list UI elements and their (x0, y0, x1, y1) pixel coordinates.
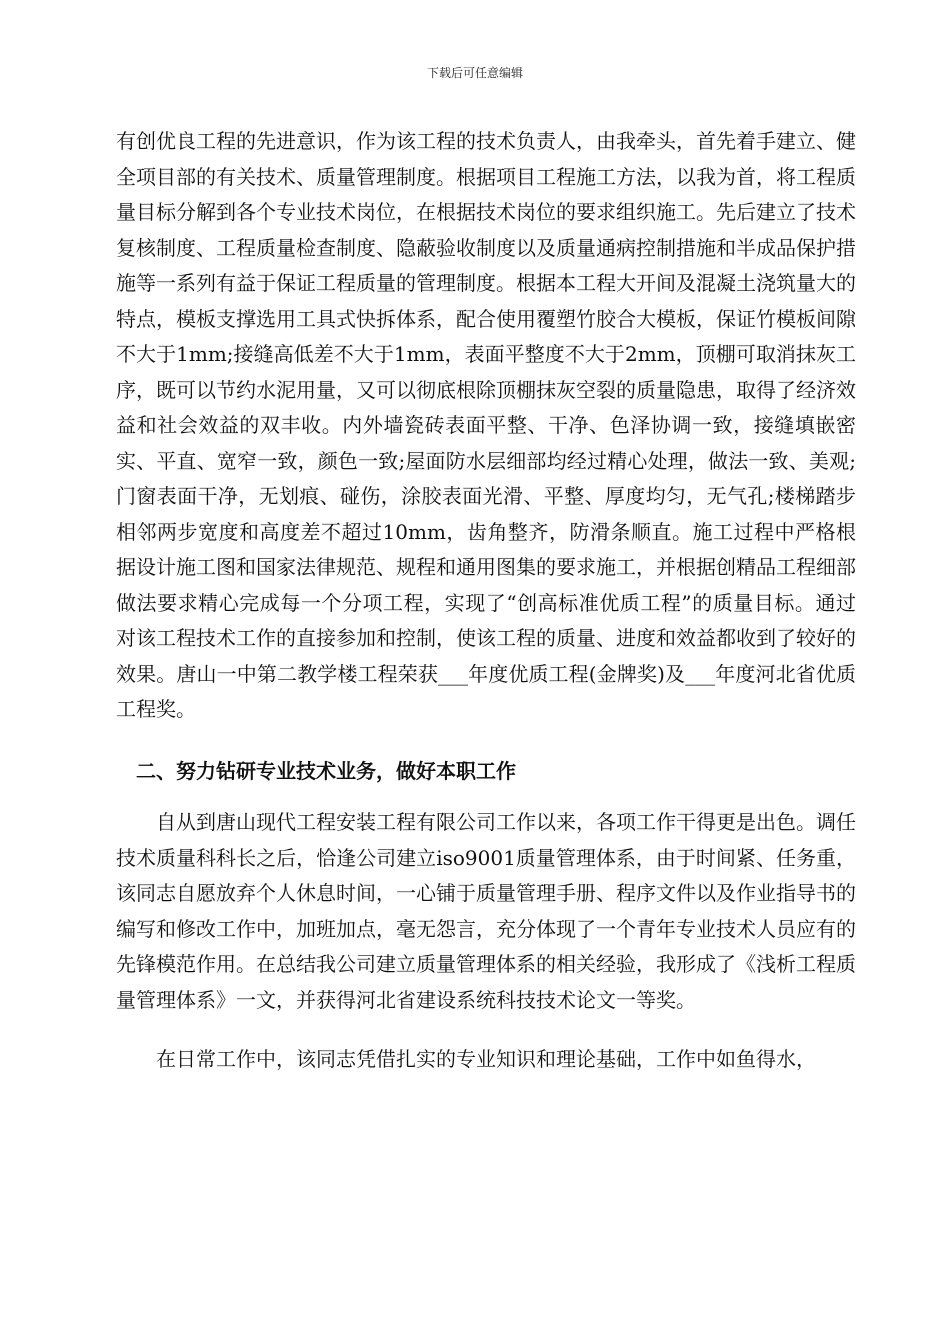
paragraph-quality-work: 有创优良工程的先进意识，作为该工程的技术负责人，由我牵头，首先着手建立、健全项目部的有关技术、质量管理制度。根据项目工程施工方法，以我为首，将工程质量目标分解到各个专业技术岗位，在根据技术岗位的要求组织施工。先后建立了技术复核制度、工程质量检查制度、隐蔽验收制度以及质量通病控制措施和半成品保护措施等一系列有益于保证工程质量的管理制度。根据本工程大开间及混凝土浇筑量大的特点，模板支撑选用工具式快拆体系，配合使用覆塑竹胶合大模板，保证竹模板间隙不大于1mm;接缝高低差不大于1mm，表面平整度不大于2mm，顶棚可取消抹灰工序，既可以节约水泥用量，又可以彻底根除顶棚抹灰空裂的质量隐患，取得了经济效益和社会效益的双丰收。内外墙瓷砖表面平整、干净、色泽协调一致，接缝填嵌密实、平直、宽窄一致，颜色一致;屋面防水层细部均经过精心处理，做法一致、美观;门窗表面干净，无划痕、碰伤，涂胶表面光滑、平整、厚度均匀，无气孔;楼梯踏步相邻两步宽度和高度差不超过10mm，齿角整齐，防滑条顺直。施工过程中严格根据设计施工图和国家法律规范、规程和通用图集的要求施工，并根据创精品工程细部做法要求精心完成每一个分项工程，实现了“创高标准优质工程”的质量目标。通过对该工程技术工作的直接参加和控制，使该工程的质量、进度和效益都收到了较好的效果。唐山一中第二教学楼工程荣获___年度优质工程(金牌奖)及___年度河北省优质工程奖。 (116, 129, 856, 721)
document-body (116, 124, 856, 1078)
paragraph-gap (116, 1018, 856, 1042)
paragraph-company-work: 自从到唐山现代工程安装工程有限公司工作以来，各项工作干得更是出色。调任技术质量科科长之后，恰逢公司建立iso9001质量管理体系，由于时间紧、任务重，该同志自愿放弃个人休息时间，一心铺于质量管理手册、程序文件以及作业指导书的编写和修改工作中，加班加点，毫无怨言，充分体现了一个青年专业技术人员应有的先锋模范作用。在总结我公司建立质量管理体系的相关经验，我形成了《浅析工程质量管理体系》一文，并获得河北省建设系统科技技术论文一等奖。 (116, 810, 856, 1012)
paragraph-daily-work: 在日常工作中，该同志凭借扎实的专业知识和理论基础，工作中如鱼得水， (156, 1047, 816, 1071)
section-heading-2: 二、努力钻研专业技术业务，做好本职工作 (136, 758, 516, 783)
page-header: 下载后可任意编辑 (426, 66, 523, 80)
